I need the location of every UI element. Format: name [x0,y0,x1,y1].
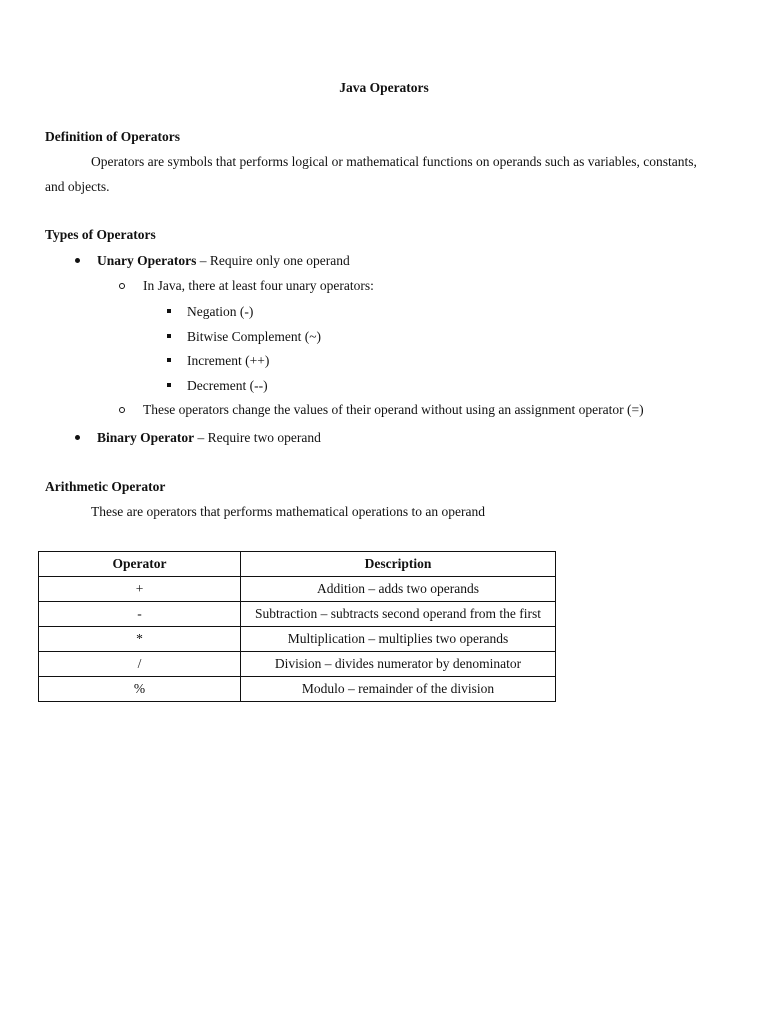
description-cell: Modulo – remainder of the division [241,677,556,702]
unary-label: Unary Operators [97,253,197,268]
table-header-operator: Operator [39,552,241,577]
bullet-square-icon [167,334,171,338]
bullet-square-icon [167,383,171,387]
bullet-dot-icon [75,435,80,440]
table-row [39,627,556,652]
document-title: Java Operators [339,80,429,95]
unary-sub-2: These operators change the values of their operand without using an assignment operator (=) [143,402,644,417]
definition-heading: Definition of Operators [45,129,180,144]
table-row [39,677,556,702]
unary-desc: – Require only one operand [196,253,350,268]
description-cell: Multiplication – multiplies two operands [241,627,556,652]
arithmetic-operators-table [38,551,556,702]
unary-op-increment: Increment (++) [187,353,270,368]
table-header-row [39,552,556,577]
bullet-dot-icon [75,258,80,263]
table-header-description: Description [241,552,556,577]
table-row [39,602,556,627]
operator-cell: * [39,627,241,652]
unary-op-complement: Bitwise Complement (~) [187,329,322,344]
operator-cell: + [39,577,241,602]
definition-text-line1: Operators are symbols that performs logical or mathematical functions on operands such as variables, constants, [91,154,697,169]
description-cell: Subtraction – subtracts second operand from the first [241,602,556,627]
definition-text-line2: and objects. [45,179,110,194]
operator-cell: - [39,602,241,627]
unary-sub-1: In Java, there at least four unary operators: [143,278,374,293]
unary-op-decrement: Decrement (--) [187,378,268,393]
unary-item [97,253,350,269]
table-row [39,652,556,677]
unary-op-negation: Negation (-) [187,304,254,319]
description-cell: Division – divides numerator by denominator [241,652,556,677]
binary-desc: – Require two operand [194,430,321,445]
arithmetic-heading: Arithmetic Operator [45,479,166,494]
table-row [39,577,556,602]
operator-cell: / [39,652,241,677]
bullet-circle-icon [119,407,125,413]
bullet-square-icon [167,358,171,362]
binary-item [97,430,321,446]
bullet-circle-icon [119,283,125,289]
operator-cell: % [39,677,241,702]
types-heading: Types of Operators [45,227,156,242]
binary-label: Binary Operator [97,430,195,445]
description-cell: Addition – adds two operands [241,577,556,602]
bullet-square-icon [167,309,171,313]
arithmetic-intro: These are operators that performs mathematical operations to an operand [91,504,485,519]
